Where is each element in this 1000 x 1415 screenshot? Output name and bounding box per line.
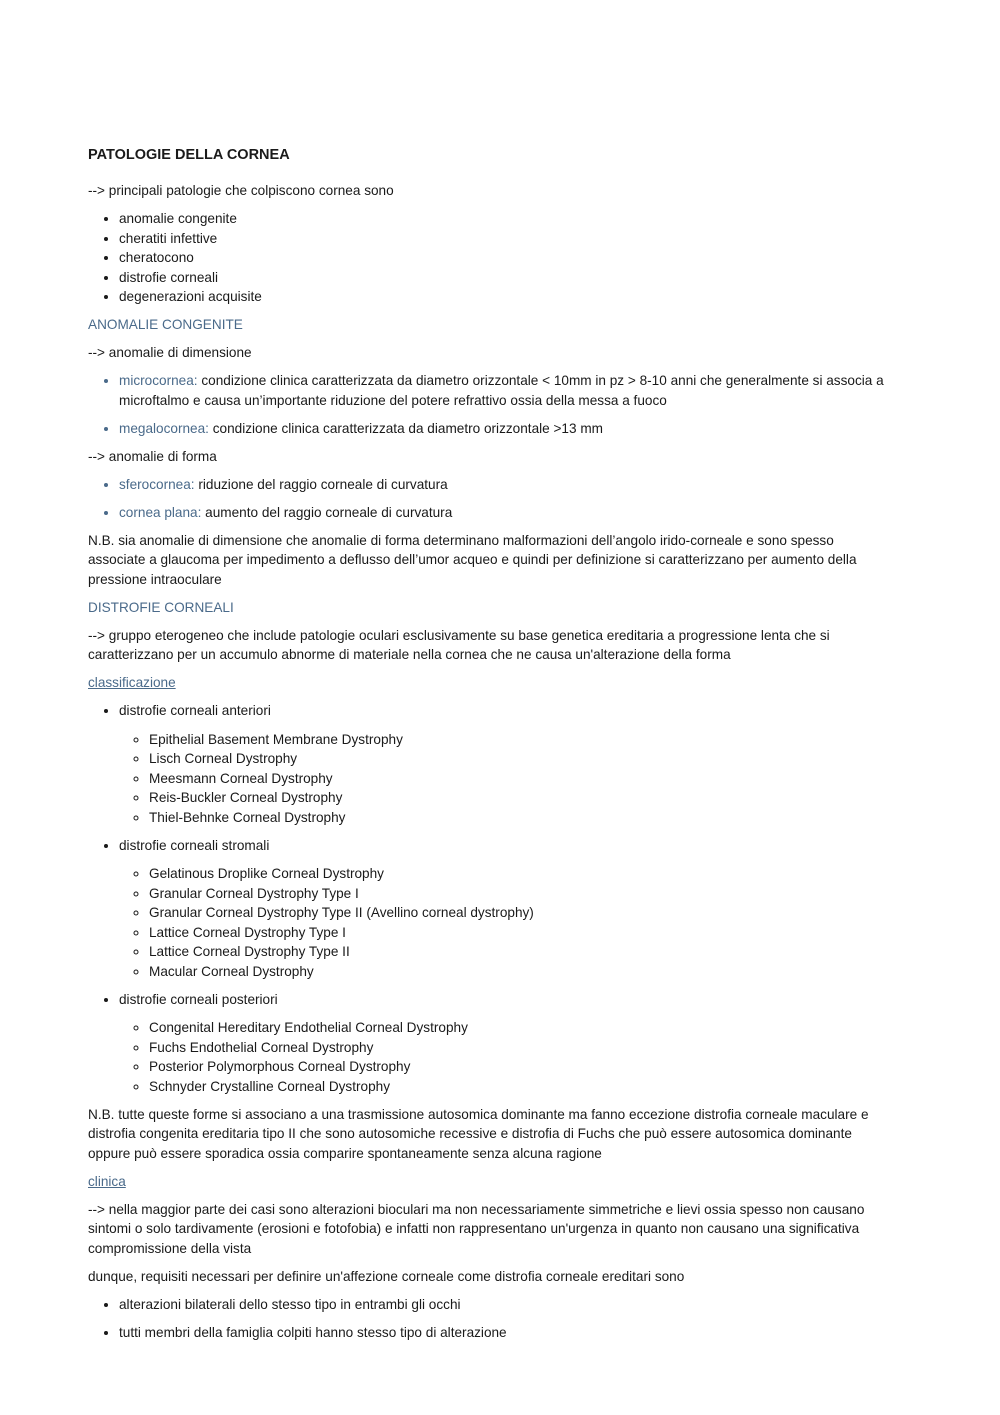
dystrophy-sublist [119,864,888,981]
list-item: ◦ Posterior Polymorphous Corneal Dystrophy [149,1057,888,1077]
group-label: distrofie corneali stromali [119,837,270,853]
section-heading-distrofie: DISTROFIE CORNEALI [88,599,234,615]
classification-group [119,990,888,1097]
dimension-intro: --> anomalie di dimensione [88,345,252,360]
term-definition: condizione clinica caratterizzata da diametro orizzontale < 10mm in pz > 8-10 anni che generalmente si associa a microftalmo e causa un’importante riduzione del potere refrattivo ossia della messa a fuoco [119,373,884,408]
list-item: • distrofie corneali [119,268,888,288]
list-item: • cheratiti infettive [119,229,888,249]
dimension-anomalies-list [88,371,888,438]
term-label: sferocornea: [119,476,195,492]
distrofie-intro: --> gruppo eterogeneo che include patologie oculari esclusivamente su base genetica ereditaria a progressione lenta che si caratterizzano per un accumulo abnorme di materiale nella cornea che ne causa un'alterazione della forma [88,627,830,662]
list-item: ◦ Granular Corneal Dystrophy Type II (Avellino corneal dystrophy) [149,903,888,923]
list-item [119,371,888,410]
list-item: ◦ Fuchs Endothelial Corneal Dystrophy [149,1038,888,1058]
list-item: ◦ Meesmann Corneal Dystrophy [149,769,888,789]
list-item: • alterazioni bilaterali dello stesso tipo in entrambi gli occhi [119,1295,888,1315]
list-item: • degenerazioni acquisite [119,287,888,307]
classification-group [119,836,888,982]
note-paragraph: N.B. sia anomalie di dimensione che anomalie di forma determinano malformazioni dell’angolo irido-corneale e sono spesso associate a glaucoma per impedimento a deflusso dell’umor acqueo e quindi per definizione si caratterizzano per aumento della pressione intraoculare [88,532,857,587]
list-item: ◦ Granular Corneal Dystrophy Type I [149,884,888,904]
subheading-clinica: clinica [88,1173,126,1189]
requisiti-intro: dunque, requisiti necessari per definire un'affezione corneale come distrofia corneale ereditari sono [88,1268,685,1284]
list-item [119,503,888,523]
list-item: ◦ Epithelial Basement Membrane Dystrophy [149,730,888,750]
intro-text: --> principali patologie che colpiscono cornea sono [88,183,394,198]
group-label: distrofie corneali anteriori [119,703,271,718]
list-item: ◦ Schnyder Crystalline Corneal Dystrophy [149,1077,888,1097]
subheading-classificazione: classificazione [88,675,176,690]
clinica-text: --> nella maggior parte dei casi sono alterazioni bioculari ma non necessariamente simmetriche e lievi ossia spesso non causano sintomi o solo tardivamente (erosioni e fotofobia) e infatti non rappresentano un'urgenza in quanto non causano una significativa compromissione della vista [88,1201,865,1256]
list-item: ◦ Lattice Corneal Dystrophy Type II [149,942,888,962]
list-item: • tutti membri della famiglia colpiti hanno stesso tipo di alterazione [119,1323,888,1343]
group-label: distrofie corneali posteriori [119,991,278,1007]
list-item: ◦ Lisch Corneal Dystrophy [149,749,888,769]
list-item: ◦ Thiel-Behnke Corneal Dystrophy [149,808,888,828]
list-item [119,419,888,439]
classification-group [119,701,888,827]
list-item: • anomalie congenite [119,209,888,229]
main-pathologies-list [88,209,888,307]
shape-anomalies-list [88,475,888,523]
list-item: ◦ Congenital Hereditary Endothelial Corneal Dystrophy [149,1018,888,1038]
page-title: PATOLOGIE DELLA CORNEA [88,147,290,163]
dystrophy-sublist [119,730,888,828]
list-item: ◦ Reis-Buckler Corneal Dystrophy [149,788,888,808]
classification-list [88,701,888,1096]
requirements-list [88,1295,888,1343]
list-item: • cheratocono [119,248,888,268]
term-label: cornea plana: [119,504,202,520]
document-content [88,146,888,1351]
list-item: ◦ Lattice Corneal Dystrophy Type I [149,923,888,943]
section-heading-anomalie: ANOMALIE CONGENITE [88,317,243,332]
term-label: megalocornea: [119,420,209,436]
list-item: ◦ Gelatinous Droplike Corneal Dystrophy [149,864,888,884]
list-item: ◦ Macular Corneal Dystrophy [149,962,888,982]
term-definition: aumento del raggio corneale di curvatura [201,504,453,520]
term-definition: riduzione del raggio corneale di curvatura [194,476,448,492]
list-item [119,475,888,495]
shape-intro: --> anomalie di forma [88,448,217,464]
dystrophy-sublist [119,1018,888,1096]
term-definition: condizione clinica caratterizzata da diametro orizzontale >13 mm [208,420,603,436]
note-paragraph: N.B. tutte queste forme si associano a una trasmissione autosomica dominante ma fanno eccezione distrofia corneale maculare e distrofia congenita ereditaria tipo II che sono autosomiche recessive e distrofia di Fuchs che può essere autosomica dominante oppure può essere sporadica ossia comparire spontaneamente senza alcuna ragione [88,1106,869,1161]
term-label: microcornea: [119,373,198,388]
